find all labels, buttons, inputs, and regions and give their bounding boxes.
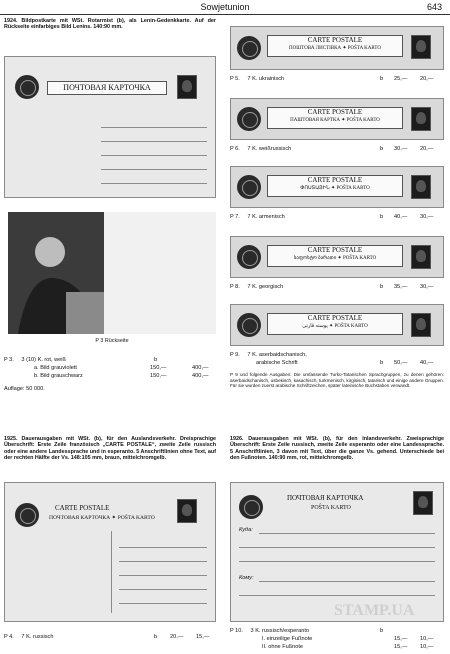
coat-of-arms-icon [239,495,263,519]
card-title-line2: پوسته قارتی ✦ POŜTA KARTO [302,324,368,329]
p3-entry [4,357,66,363]
paper-code: b [380,146,384,152]
variant-i-label: I. einzeilige Fußnote [262,636,313,642]
stamp-icon [411,313,431,337]
address-line [259,581,435,582]
variant-b-price-1: 150,— [150,373,167,379]
address-line [119,561,207,562]
postcard-p4 [4,482,216,622]
paper-code: b [380,214,384,220]
price-1: 25,— [394,76,408,82]
card-title-line2: ПОШТОВА ЛИСТIВКА ✦ POŜTA KARTO [288,46,381,51]
price-2: 15,— [196,634,210,640]
watermark-text: STAMP.UA [334,602,415,619]
postcard-p5 [230,26,444,70]
card-title-line1: CARTE POSTALE [307,314,363,322]
item-description-line2: arabische Schrift [256,360,298,366]
p4-entry [4,634,53,640]
card-banner [267,245,403,267]
price-1: 50,— [394,360,408,366]
variant-a-price-2: 400,— [192,365,209,371]
postcard-p6 [230,98,444,140]
address-label-kuda: Куда: [239,527,253,533]
address-line [239,547,435,548]
variant-a-price-1: 150,— [150,365,167,371]
price-2: 30,— [420,214,434,220]
address-line [239,561,435,562]
intro-1925: 1925. Dauerausgaben mit WSt. (b), für den Auslandsverkehr. Dreisprachige Überschrift: Erste Zeile französisch „CARTE POSTALE“, zweite Zeile russisch oder eine andere Landessprache und in esperanto. 5 Anschriftlinien ohne Text, auf der rechten Hälfte der Vs. 148:105 mm, braun, mittelchromgelb. [4,436,216,462]
divider-line [111,531,112,613]
catalog-number: P 7. [230,214,240,220]
price-1: 35,— [394,284,408,290]
card-banner [267,313,403,335]
price-1: 20,— [170,634,184,640]
p5-entry [230,76,284,82]
p10-entry [230,628,309,634]
intro-1924: 1924. Bildpostkarte mit WSt. Rotarmist (b), als Lenin-Gedenkkarte. Auf der Rückseite einfarbiges Bild Lenins. 140:90 mm. [4,18,216,31]
postcard-p8 [230,236,444,278]
item-description: 3 K. russisch/esperanto [250,628,309,634]
catalog-number: P 3. [4,357,14,363]
paper-code: b [380,284,384,290]
coat-of-arms-icon [237,36,261,60]
item-description: 7 K. armenisch [247,214,285,220]
catalog-number: P 10. [230,628,243,634]
paper-code: b [380,628,384,634]
catalog-number: P 4. [4,634,14,640]
lenin-photo [8,212,104,334]
address-line [119,575,207,576]
card-title-line2: ՓՈՍՏԱՅԻՆ ✦ POŜTA KARTO [300,186,370,191]
card-title-line1: CARTE POSTALE [307,36,363,44]
coat-of-arms-icon [15,503,39,527]
stamp-icon [411,175,431,199]
address-line [101,169,207,170]
variant-ii-price-2: 10,— [420,644,434,650]
coat-of-arms-icon [237,313,261,337]
address-line [119,589,207,590]
card-title-line1: CARTE POSTALE [307,176,363,184]
note-p9: P 9 und folgende Ausgaben: Die umfassende Turko-Tatarischen Sprachgruppen, zu denen gehören: aserbaidschanisch, usbekisch, kasachisch, turkmenisch, kirgisisch, tatarisch und einige andere Gruppen. Für sie wurden zuerst arabische Schriftzeichen, später lateinische Buchstaben verwandt. [230,372,444,389]
postcard-p7 [230,166,444,208]
stamp-icon [411,107,431,131]
print-run: Auflage: 50 000. [4,386,45,392]
item-description: 3 (10) K. rot, weiß [21,357,66,363]
page-header [0,0,450,15]
address-line [119,603,207,604]
item-description: 7 K. aserbaidschanisch, [247,352,307,358]
card-banner [267,35,403,57]
address-line [101,183,207,184]
stamp-icon [413,491,433,515]
variant-b-label: b. Bild grauschwarz [34,373,83,379]
card-title-line1: CARTE POSTALE [307,108,363,116]
stamp-icon [177,75,197,99]
page-number: 643 [426,2,442,12]
address-line [259,533,435,534]
price-2: 40,— [420,360,434,366]
portrait-image [8,212,104,334]
card-title-line2: ПАШТОВАЯ КАРТКА ✦ POŜTA KARTO [290,118,380,123]
address-line [101,155,207,156]
item-description: 7 K. georgisch [247,284,284,290]
address-line [101,127,207,128]
item-description: 7 K. russisch [21,634,54,640]
intro-1926: 1926. Dauerausgaben mit WSt. (b), für den Inlandsverkehr. Zweisprachige Überschrift: Erste Zeile russisch, zweite Zeile esperanto oder eine Landessprache. 5 Anschriftlinien, 3 davon mit Text, über die ganze Vs. gehend. Unterschiede bei den Fußnoten. 140:90 mm, rot, mittelchromgelb. [230,436,444,462]
photo-caption: P 3 Rückseite [95,338,129,344]
coat-of-arms-icon [237,245,261,269]
catalog-number: P 5. [230,76,240,82]
catalog-number: P 8. [230,284,240,290]
p8-entry [230,284,283,290]
price-2: 20,— [420,146,434,152]
card-title-line2: ПОЧТОВАЯ КАРТОЧКА ✦ POŜTA KARTO [49,515,155,521]
postcard-p9 [230,304,444,346]
variant-a-label: a. Bild grauviolett [34,365,77,371]
catalog-number: P 9. [230,352,240,358]
address-label-komu: Кому: [239,575,254,581]
variant-ii-label: II. ohne Fußnote [262,644,304,650]
p7-entry [230,214,285,220]
item-description: 7 K. ukrainisch [247,76,285,82]
address-line [101,141,207,142]
paper-code: b [154,634,158,640]
card-title-line1: ПОЧТОВАЯ КАРТОЧКА [287,494,364,502]
address-line [239,595,435,596]
variant-ii-price-1: 15,— [394,644,408,650]
coat-of-arms-icon [15,75,39,99]
price-1: 30,— [394,146,408,152]
page-title: Sowjetunion [200,2,250,12]
card-title-line1: CARTE POSTALE [307,246,363,254]
stamp-icon [411,245,431,269]
price-1: 40,— [394,214,408,220]
paper-code: b [154,357,158,363]
stamp-icon [411,35,431,59]
coat-of-arms-icon [237,175,261,199]
card-title-line2: POŜTA KARTO [311,505,351,511]
postcard-p10 [230,482,444,622]
card-title-line1: CARTE POSTALE [55,504,110,512]
paper-code: b [380,76,384,82]
catalog-number: P 6. [230,146,240,152]
address-line [119,547,207,548]
variant-i-price-1: 15,— [394,636,408,642]
p6-entry [230,146,291,152]
price-2: 30,— [420,284,434,290]
variant-b-price-2: 400,— [192,373,209,379]
item-description: 7 K. weißrussisch [247,146,292,152]
variant-i-price-2: 10,— [420,636,434,642]
photo-reverse-area [104,212,216,334]
price-2: 20,— [420,76,434,82]
card-banner [267,107,403,129]
card-banner [267,175,403,197]
p9-entry [230,352,307,358]
postcard-p3 [4,56,216,198]
card-title-line2: საფოსტო ბარათი ✦ POŜTA KARTO [293,256,377,261]
paper-code: b [380,360,384,366]
card-title: ПОЧТОВАЯ КАРТОЧКА [47,81,167,95]
stamp-icon [177,499,197,523]
coat-of-arms-icon [237,107,261,131]
